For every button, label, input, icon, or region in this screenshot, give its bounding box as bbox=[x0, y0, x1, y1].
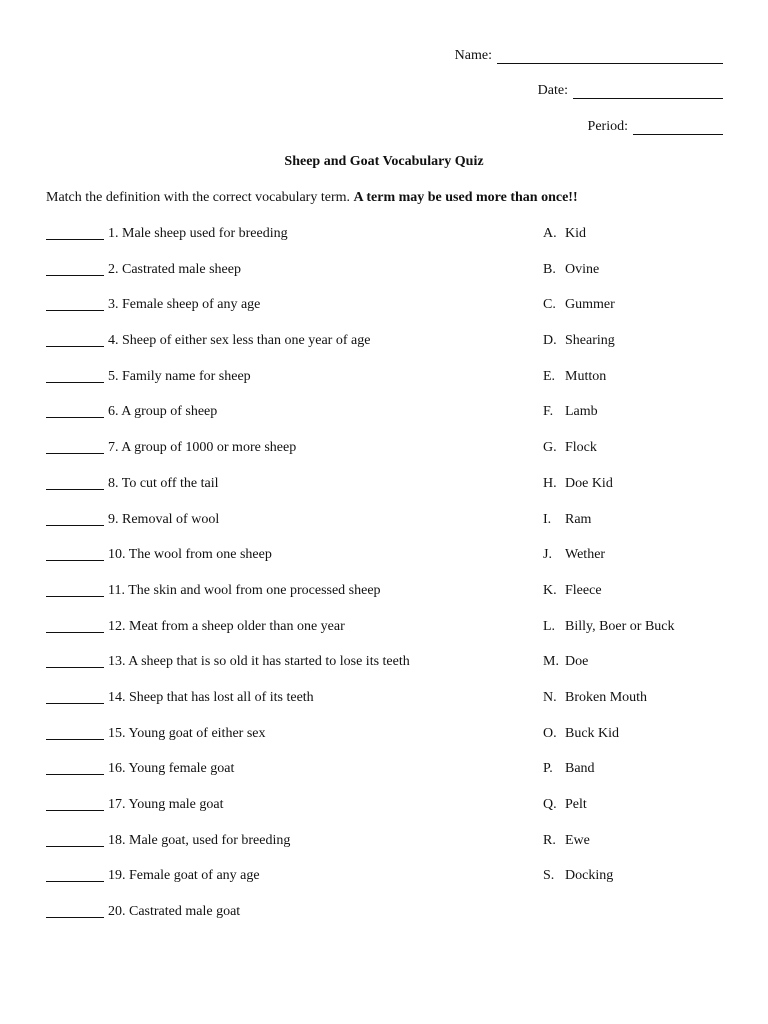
question-text: 12. Meat from a sheep older than one year bbox=[108, 618, 345, 634]
question-item bbox=[46, 654, 410, 690]
answer-blank[interactable] bbox=[46, 404, 104, 418]
question-text: 5. Family name for sheep bbox=[108, 368, 251, 384]
period-label: Period: bbox=[587, 119, 628, 134]
instructions-emphasis: A term may be used more than once!! bbox=[353, 190, 578, 205]
term-item bbox=[543, 654, 675, 690]
question-list bbox=[46, 226, 410, 940]
name-blank[interactable] bbox=[497, 49, 723, 64]
answer-blank[interactable] bbox=[46, 761, 104, 775]
question-text: 7. A group of 1000 or more sheep bbox=[108, 440, 297, 456]
term-item bbox=[543, 369, 675, 405]
question-item bbox=[46, 797, 410, 833]
answer-blank[interactable] bbox=[46, 797, 104, 811]
question-item bbox=[46, 476, 410, 512]
term-text: Ram bbox=[565, 511, 592, 527]
question-item bbox=[46, 512, 410, 548]
term-text: Shearing bbox=[565, 333, 615, 349]
term-text: Doe bbox=[565, 654, 589, 670]
answer-blank[interactable] bbox=[46, 369, 104, 383]
question-text: 1. Male sheep used for breeding bbox=[108, 226, 288, 241]
term-letter: G. bbox=[543, 440, 557, 456]
term-text: Ovine bbox=[565, 261, 600, 277]
term-letter: C. bbox=[543, 297, 556, 313]
answer-blank[interactable] bbox=[46, 512, 104, 526]
question-text: 4. Sheep of either sex less than one year of age bbox=[108, 333, 371, 349]
term-item bbox=[543, 547, 675, 583]
term-item bbox=[543, 226, 675, 262]
answer-blank[interactable] bbox=[46, 297, 104, 311]
question-item bbox=[46, 583, 410, 619]
instructions-text: Match the definition with the correct vocabulary term. bbox=[46, 190, 351, 205]
date-field bbox=[538, 83, 723, 99]
term-letter: K. bbox=[543, 582, 557, 598]
term-text: Buck Kid bbox=[565, 725, 620, 741]
answer-blank[interactable] bbox=[46, 476, 104, 490]
term-text: Band bbox=[565, 761, 595, 777]
term-text: Broken Mouth bbox=[565, 689, 648, 705]
term-text: Doe Kid bbox=[565, 475, 613, 491]
instructions bbox=[46, 190, 578, 206]
term-item bbox=[543, 333, 675, 369]
question-text: 19. Female goat of any age bbox=[108, 868, 260, 884]
period-field bbox=[588, 119, 723, 135]
term-letter: O. bbox=[543, 725, 557, 741]
period-blank[interactable] bbox=[633, 120, 723, 135]
question-text: 11. The skin and wool from one processed sheep bbox=[108, 582, 381, 598]
answer-blank[interactable] bbox=[46, 333, 104, 347]
question-item bbox=[46, 404, 410, 440]
question-text: 18. Male goat, used for breeding bbox=[108, 832, 291, 848]
question-text: 17. Young male goat bbox=[108, 797, 224, 812]
question-text: 15. Young goat of either sex bbox=[108, 725, 266, 741]
page-title: Sheep and Goat Vocabulary Quiz bbox=[284, 154, 484, 169]
term-item bbox=[543, 583, 675, 619]
term-letter: E. bbox=[543, 368, 556, 384]
term-text: Mutton bbox=[565, 368, 607, 384]
term-text: Gummer bbox=[565, 297, 615, 313]
answer-blank[interactable] bbox=[46, 440, 104, 454]
term-letter: Q. bbox=[543, 797, 557, 812]
question-item bbox=[46, 904, 410, 940]
answer-blank[interactable] bbox=[46, 726, 104, 740]
question-text: 2. Castrated male sheep bbox=[108, 261, 241, 277]
question-item bbox=[46, 690, 410, 726]
term-letter: M. bbox=[543, 654, 559, 670]
question-item bbox=[46, 833, 410, 869]
term-text: Kid bbox=[565, 226, 586, 241]
question-item bbox=[46, 297, 410, 333]
term-list bbox=[543, 226, 675, 904]
answer-blank[interactable] bbox=[46, 904, 104, 918]
term-item bbox=[543, 440, 675, 476]
answer-blank[interactable] bbox=[46, 868, 104, 882]
question-item bbox=[46, 547, 410, 583]
term-item bbox=[543, 797, 675, 833]
question-text: 9. Removal of wool bbox=[108, 511, 220, 527]
answer-blank[interactable] bbox=[46, 583, 104, 597]
term-item bbox=[543, 262, 675, 298]
answer-blank[interactable] bbox=[46, 619, 104, 633]
question-item bbox=[46, 369, 410, 405]
question-item bbox=[46, 226, 410, 262]
question-text: 8. To cut off the tail bbox=[108, 475, 219, 491]
question-item bbox=[46, 619, 410, 655]
question-text: 16. Young female goat bbox=[108, 761, 235, 777]
term-item bbox=[543, 404, 675, 440]
question-text: 13. A sheep that is so old it has started to lose its teeth bbox=[108, 654, 410, 670]
question-text: 10. The wool from one sheep bbox=[108, 547, 272, 563]
question-item bbox=[46, 440, 410, 476]
question-item bbox=[46, 868, 410, 904]
question-text: 20. Castrated male goat bbox=[108, 904, 241, 920]
question-text: 14. Sheep that has lost all of its teeth bbox=[108, 689, 314, 705]
term-item bbox=[543, 512, 675, 548]
term-item bbox=[543, 726, 675, 762]
answer-blank[interactable] bbox=[46, 547, 104, 561]
question-text: 3. Female sheep of any age bbox=[108, 297, 261, 313]
term-text: Billy, Boer or Buck bbox=[565, 618, 675, 634]
term-letter: J. bbox=[543, 547, 552, 563]
term-text: Docking bbox=[565, 868, 614, 884]
term-letter: R. bbox=[543, 832, 556, 848]
term-letter: F. bbox=[543, 404, 554, 420]
term-letter: B. bbox=[543, 261, 556, 277]
term-letter: S. bbox=[543, 868, 555, 884]
term-letter: P. bbox=[543, 761, 553, 777]
term-item bbox=[543, 690, 675, 726]
term-item bbox=[543, 833, 675, 869]
term-text: Lamb bbox=[565, 404, 598, 420]
term-letter: I. bbox=[543, 511, 552, 527]
answer-blank[interactable] bbox=[46, 226, 104, 240]
term-letter: H. bbox=[543, 475, 557, 491]
term-text: Wether bbox=[565, 547, 606, 563]
term-letter: N. bbox=[543, 689, 557, 705]
date-blank[interactable] bbox=[573, 84, 723, 99]
question-item bbox=[46, 262, 410, 298]
answer-blank[interactable] bbox=[46, 262, 104, 276]
name-field bbox=[455, 48, 723, 64]
term-item bbox=[543, 619, 675, 655]
answer-blank[interactable] bbox=[46, 654, 104, 668]
term-item bbox=[543, 476, 675, 512]
question-item bbox=[46, 333, 410, 369]
term-text: Pelt bbox=[565, 797, 587, 812]
term-text: Fleece bbox=[565, 582, 602, 598]
question-text: 6. A group of sheep bbox=[108, 404, 218, 420]
term-letter: D. bbox=[543, 333, 557, 349]
term-item bbox=[543, 297, 675, 333]
term-text: Flock bbox=[565, 440, 597, 456]
question-item bbox=[46, 726, 410, 762]
term-item bbox=[543, 761, 675, 797]
term-letter: A. bbox=[543, 226, 557, 241]
term-text: Ewe bbox=[565, 832, 590, 848]
term-item bbox=[543, 868, 675, 904]
answer-blank[interactable] bbox=[46, 833, 104, 847]
date-label: Date: bbox=[537, 83, 568, 98]
name-label: Name: bbox=[454, 48, 492, 63]
question-item bbox=[46, 761, 410, 797]
answer-blank[interactable] bbox=[46, 690, 104, 704]
term-letter: L. bbox=[543, 618, 556, 634]
